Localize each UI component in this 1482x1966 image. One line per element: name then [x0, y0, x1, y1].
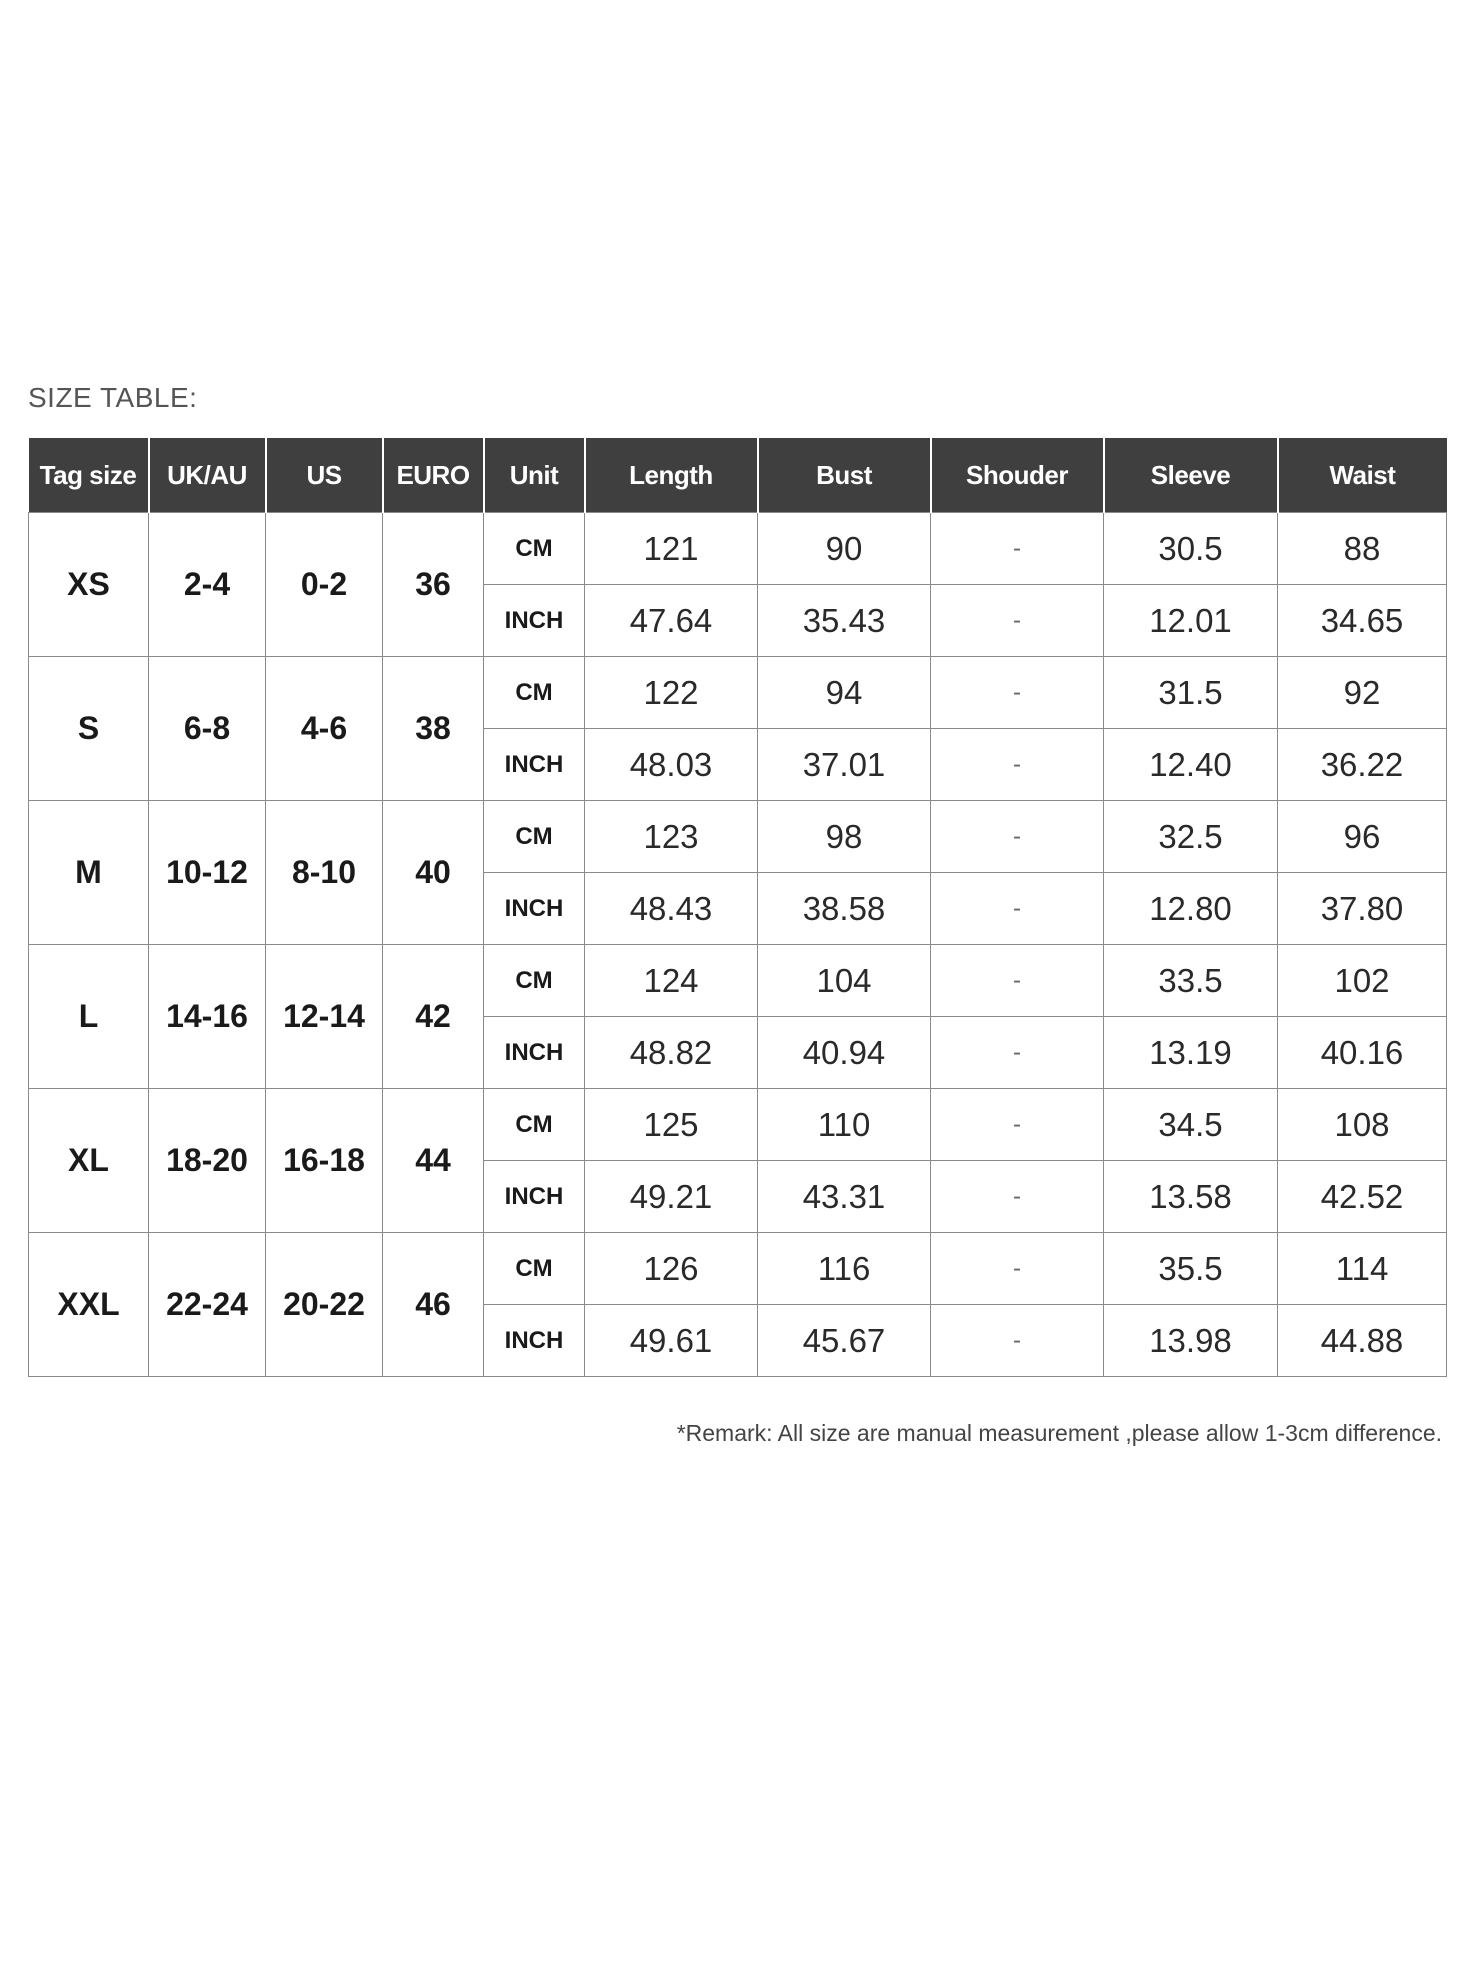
sleeve-cell: 12.01 [1104, 585, 1278, 657]
length-cell: 123 [585, 801, 758, 873]
header-row [29, 438, 1447, 513]
bust-cell: 37.01 [758, 729, 931, 801]
waist-cell: 108 [1278, 1089, 1447, 1161]
sleeve-cell: 35.5 [1104, 1233, 1278, 1305]
uk-au-cell: 2-4 [149, 513, 266, 657]
sleeve-cell: 12.40 [1104, 729, 1278, 801]
bust-cell: 104 [758, 945, 931, 1017]
sleeve-cell: 12.80 [1104, 873, 1278, 945]
table-row [29, 1233, 1447, 1305]
header-waist: Waist [1278, 438, 1447, 513]
header-tag-size: Tag size [29, 438, 149, 513]
euro-size-cell: 40 [383, 801, 484, 945]
euro-size-cell: 44 [383, 1089, 484, 1233]
shoulder-cell: - [931, 1161, 1104, 1233]
sleeve-cell: 31.5 [1104, 657, 1278, 729]
bust-cell: 35.43 [758, 585, 931, 657]
bust-cell: 40.94 [758, 1017, 931, 1089]
shoulder-cell: - [931, 657, 1104, 729]
us-size-cell: 8-10 [266, 801, 383, 945]
shoulder-cell: - [931, 1089, 1104, 1161]
euro-size-cell: 38 [383, 657, 484, 801]
waist-cell: 114 [1278, 1233, 1447, 1305]
unit-cell: INCH [484, 729, 585, 801]
length-cell: 48.43 [585, 873, 758, 945]
uk-au-cell: 18-20 [149, 1089, 266, 1233]
tag-size-cell: XXL [29, 1233, 149, 1377]
shoulder-cell: - [931, 873, 1104, 945]
table-row [29, 657, 1447, 729]
length-cell: 48.03 [585, 729, 758, 801]
bust-cell: 94 [758, 657, 931, 729]
tag-size-cell: M [29, 801, 149, 945]
waist-cell: 102 [1278, 945, 1447, 1017]
length-cell: 47.64 [585, 585, 758, 657]
waist-cell: 88 [1278, 513, 1447, 585]
bust-cell: 43.31 [758, 1161, 931, 1233]
table-row [29, 801, 1447, 873]
euro-size-cell: 36 [383, 513, 484, 657]
unit-cell: INCH [484, 1161, 585, 1233]
sleeve-cell: 32.5 [1104, 801, 1278, 873]
us-size-cell: 4-6 [266, 657, 383, 801]
unit-cell: CM [484, 945, 585, 1017]
shoulder-cell: - [931, 1017, 1104, 1089]
header-us: US [266, 438, 383, 513]
bust-cell: 98 [758, 801, 931, 873]
unit-cell: CM [484, 1089, 585, 1161]
length-cell: 125 [585, 1089, 758, 1161]
sleeve-cell: 33.5 [1104, 945, 1278, 1017]
table-body [29, 513, 1447, 1377]
length-cell: 126 [585, 1233, 758, 1305]
unit-cell: CM [484, 801, 585, 873]
length-cell: 49.21 [585, 1161, 758, 1233]
waist-cell: 37.80 [1278, 873, 1447, 945]
unit-cell: INCH [484, 1305, 585, 1377]
unit-cell: INCH [484, 1017, 585, 1089]
sleeve-cell: 13.58 [1104, 1161, 1278, 1233]
tag-size-cell: XS [29, 513, 149, 657]
tag-size-cell: XL [29, 1089, 149, 1233]
unit-cell: CM [484, 1233, 585, 1305]
table-row [29, 945, 1447, 1017]
size-table-container [28, 438, 1446, 1377]
euro-size-cell: 42 [383, 945, 484, 1089]
unit-cell: INCH [484, 873, 585, 945]
shoulder-cell: - [931, 945, 1104, 1017]
sleeve-cell: 13.98 [1104, 1305, 1278, 1377]
sleeve-cell: 30.5 [1104, 513, 1278, 585]
shoulder-cell: - [931, 585, 1104, 657]
us-size-cell: 16-18 [266, 1089, 383, 1233]
header-uk-au: UK/AU [149, 438, 266, 513]
tag-size-cell: L [29, 945, 149, 1089]
euro-size-cell: 46 [383, 1233, 484, 1377]
bust-cell: 116 [758, 1233, 931, 1305]
table-row [29, 513, 1447, 585]
header-unit: Unit [484, 438, 585, 513]
uk-au-cell: 10-12 [149, 801, 266, 945]
us-size-cell: 12-14 [266, 945, 383, 1089]
bust-cell: 38.58 [758, 873, 931, 945]
bust-cell: 90 [758, 513, 931, 585]
waist-cell: 96 [1278, 801, 1447, 873]
us-size-cell: 20-22 [266, 1233, 383, 1377]
table-row [29, 1089, 1447, 1161]
uk-au-cell: 14-16 [149, 945, 266, 1089]
waist-cell: 92 [1278, 657, 1447, 729]
waist-cell: 44.88 [1278, 1305, 1447, 1377]
header-shoulder: Shouder [931, 438, 1104, 513]
bust-cell: 45.67 [758, 1305, 931, 1377]
waist-cell: 40.16 [1278, 1017, 1447, 1089]
unit-cell: CM [484, 513, 585, 585]
unit-cell: INCH [484, 585, 585, 657]
length-cell: 48.82 [585, 1017, 758, 1089]
us-size-cell: 0-2 [266, 513, 383, 657]
shoulder-cell: - [931, 1305, 1104, 1377]
length-cell: 124 [585, 945, 758, 1017]
length-cell: 49.61 [585, 1305, 758, 1377]
waist-cell: 34.65 [1278, 585, 1447, 657]
length-cell: 122 [585, 657, 758, 729]
unit-cell: CM [484, 657, 585, 729]
size-table [28, 438, 1447, 1377]
header-bust: Bust [758, 438, 931, 513]
sleeve-cell: 13.19 [1104, 1017, 1278, 1089]
uk-au-cell: 6-8 [149, 657, 266, 801]
tag-size-cell: S [29, 657, 149, 801]
size-table-title: SIZE TABLE: [28, 382, 198, 413]
remark-note: *Remark: All size are manual measurement ,please allow 1-3cm difference. [676, 1420, 1442, 1446]
shoulder-cell: - [931, 1233, 1104, 1305]
shoulder-cell: - [931, 729, 1104, 801]
header-sleeve: Sleeve [1104, 438, 1278, 513]
shoulder-cell: - [931, 801, 1104, 873]
header-euro: EURO [383, 438, 484, 513]
sleeve-cell: 34.5 [1104, 1089, 1278, 1161]
header-length: Length [585, 438, 758, 513]
uk-au-cell: 22-24 [149, 1233, 266, 1377]
shoulder-cell: - [931, 513, 1104, 585]
bust-cell: 110 [758, 1089, 931, 1161]
length-cell: 121 [585, 513, 758, 585]
waist-cell: 36.22 [1278, 729, 1447, 801]
waist-cell: 42.52 [1278, 1161, 1447, 1233]
